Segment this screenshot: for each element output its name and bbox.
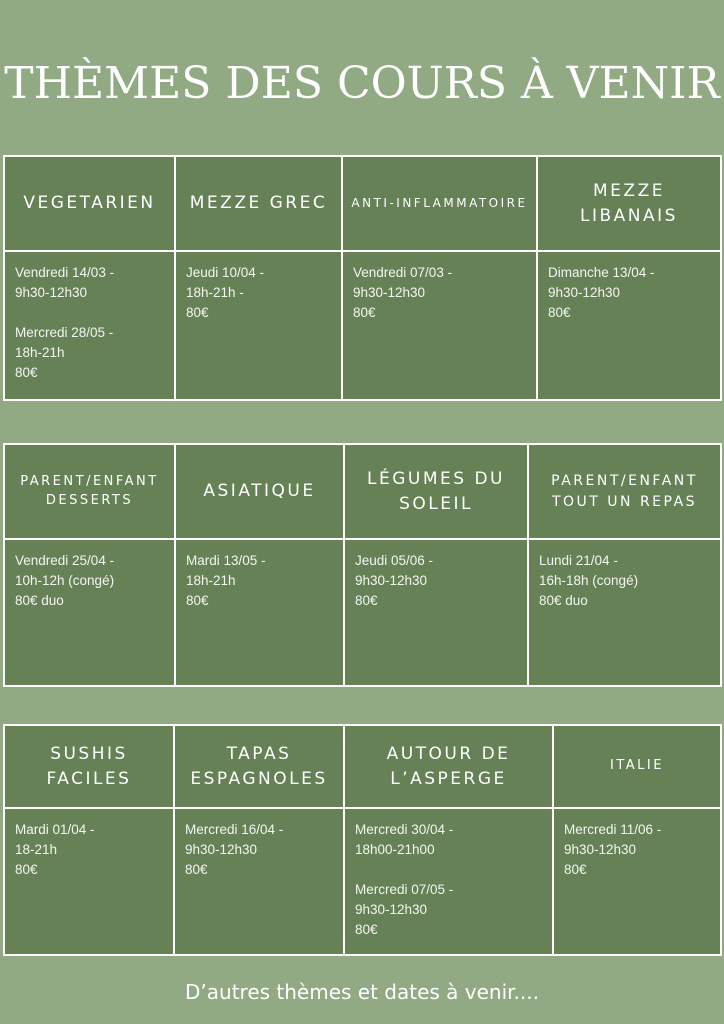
schedule-line: 9h30-12h30 — [564, 842, 637, 857]
schedule-line: 9h30-12h30 — [353, 285, 426, 300]
schedule-line: 80€ — [15, 365, 38, 380]
schedule-line: 9h30-12h30 — [355, 902, 428, 917]
schedule-line: Jeudi 10/04 - — [186, 265, 265, 280]
schedule-line: 80€ — [548, 305, 571, 320]
schedule-line: 80€ — [15, 862, 38, 877]
schedule-cell — [176, 540, 343, 685]
theme-header: ASIATIQUE — [176, 445, 343, 538]
schedule-cell — [538, 252, 720, 399]
theme-header: AUTOUR DE L’ASPERGE — [345, 726, 552, 807]
schedule-line: 18-21h — [15, 842, 58, 857]
schedule-line: 16h-18h (congé) — [539, 573, 639, 588]
schedule-line: 80€ — [355, 922, 378, 937]
line-gap — [15, 303, 164, 323]
schedule-line: 80€ — [564, 862, 587, 877]
schedule-line: Mercredi 11/06 - — [564, 822, 662, 837]
schedule-cell — [176, 252, 341, 399]
theme-header: MEZZE GREC — [176, 157, 341, 250]
schedule-line: 18h00-21h00 — [355, 842, 435, 857]
schedule-line: 80€ — [186, 593, 209, 608]
schedule-line: 18h-21h — [15, 345, 65, 360]
schedule-line: 80€ — [355, 593, 378, 608]
schedule-line: Mercredi 30/04 - — [355, 822, 454, 837]
schedule-cell — [5, 252, 174, 399]
theme-header: PARENT/ENFANT TOUT UN REPAS — [529, 445, 720, 538]
schedule-table-1 — [3, 155, 722, 401]
theme-header: SUSHIS FACILES — [5, 726, 173, 807]
schedule-line: 80€ duo — [539, 593, 588, 608]
schedule-line: 80€ — [353, 305, 376, 320]
schedule-line: Mardi 13/05 - — [186, 553, 266, 568]
schedule-line: Vendredi 14/03 - — [15, 265, 115, 280]
schedule-cell — [5, 809, 173, 954]
schedule-line: Mercredi 28/05 - — [15, 325, 114, 340]
schedule-line: Lundi 21/04 - — [539, 553, 618, 568]
schedule-table-2 — [3, 443, 722, 687]
schedule-cell — [554, 809, 720, 954]
schedule-line: 18h-21h - — [186, 285, 244, 300]
schedule-line: Vendredi 25/04 - — [15, 553, 115, 568]
schedule-cell — [5, 540, 174, 685]
schedule-cell — [175, 809, 343, 954]
schedule-line: 9h30-12h30 — [355, 573, 428, 588]
schedule-cell — [529, 540, 720, 685]
schedule-line: Mercredi 16/04 - — [185, 822, 284, 837]
schedule-line: 80€ — [186, 305, 209, 320]
schedule-line: Jeudi 05/06 - — [355, 553, 434, 568]
theme-header: PARENT/ENFANT DESSERTS — [5, 445, 174, 538]
theme-header: TAPAS ESPAGNOLES — [175, 726, 343, 807]
schedule-line: Mercredi 07/05 - — [355, 882, 454, 897]
schedule-cell — [345, 540, 527, 685]
schedule-line: 18h-21h — [186, 573, 236, 588]
schedule-line: 9h30-12h30 — [548, 285, 621, 300]
schedule-line: 10h-12h (congé) — [15, 573, 115, 588]
schedule-line: 80€ — [185, 862, 208, 877]
schedule-table-3 — [3, 724, 722, 956]
schedule-line: 9h30-12h30 — [15, 285, 88, 300]
theme-header: LÉGUMES DU SOLEIL — [345, 445, 527, 538]
theme-header: VEGETARIEN — [5, 157, 174, 250]
schedule-line: Mardi 01/04 - — [15, 822, 95, 837]
schedule-cell — [345, 809, 552, 954]
schedule-line: Dimanche 13/04 - — [548, 265, 655, 280]
schedule-line: 9h30-12h30 — [185, 842, 258, 857]
line-gap — [355, 860, 542, 880]
theme-header: ANTI-INFLAMMATOIRE — [343, 157, 536, 250]
schedule-cell — [343, 252, 536, 399]
page-title: THÈMES DES COURS À VENIR — [4, 58, 720, 109]
schedule-line: Vendredi 07/03 - — [353, 265, 453, 280]
theme-header: ITALIE — [554, 726, 720, 807]
theme-header: MEZZE LIBANAIS — [538, 157, 720, 250]
footer-note: D’autres thèmes et dates à venir.... — [185, 980, 539, 1004]
schedule-line: 80€ duo — [15, 593, 64, 608]
